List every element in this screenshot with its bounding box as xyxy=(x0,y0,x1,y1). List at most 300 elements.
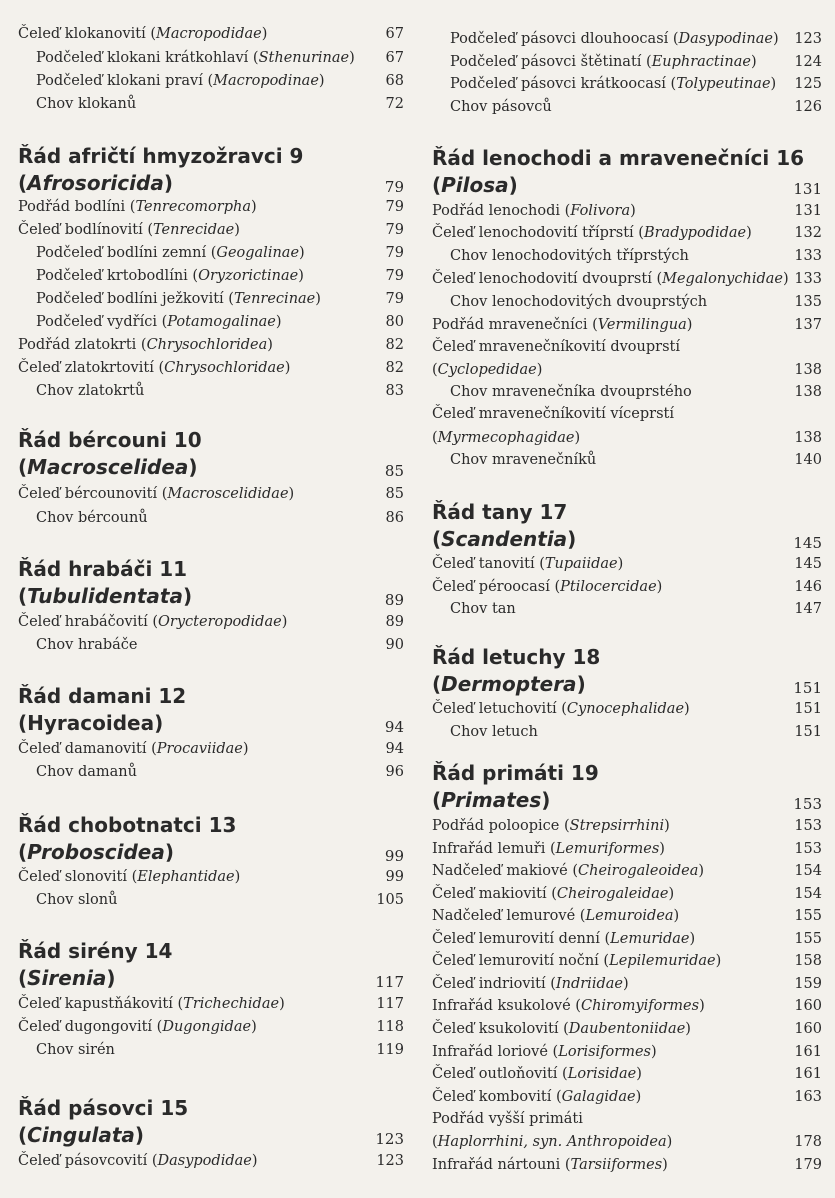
entry-latin-name: Tenrecinae xyxy=(233,291,316,307)
entry-label: Chov letuch xyxy=(450,724,538,740)
toc-entry xyxy=(18,1150,404,1173)
page-number: 138 xyxy=(794,384,822,400)
entry-latin-name: Macropodinae xyxy=(213,73,319,89)
paren-close: ) xyxy=(164,840,174,864)
page-number: 154 xyxy=(794,863,822,879)
entry-suffix: ) xyxy=(651,1044,657,1060)
toc-subentry xyxy=(18,47,404,70)
entry-label: Čeleď péroocasí ( xyxy=(432,579,561,595)
entry-suffix: ) xyxy=(659,841,665,857)
entry-latin-name: Geogalinae xyxy=(216,245,300,261)
entry-label: Chov slonů xyxy=(36,892,118,908)
toc-subentry xyxy=(18,507,404,530)
entry-suffix: ) xyxy=(699,998,705,1014)
page-number: 138 xyxy=(794,362,822,378)
toc-subentry xyxy=(432,381,822,404)
entry-suffix: ) xyxy=(715,953,722,969)
toc-entry xyxy=(432,553,822,576)
entry-latin-name: Daubentoniidae xyxy=(568,1021,686,1037)
entry-suffix: ) xyxy=(635,1089,642,1105)
entry-latin-name: Cyclopedidae xyxy=(437,362,537,378)
entry-label: Podčeleď bodlíni zemní ( xyxy=(36,245,217,261)
entry-latin-name: Chrysochloridea xyxy=(146,337,268,353)
entry-latin-name: Dasypodidae xyxy=(157,1153,252,1169)
order-title: Řád sirény 14 xyxy=(18,939,173,963)
entry-label: Čeleď makiovití ( xyxy=(432,886,557,902)
toc-entry xyxy=(18,357,404,380)
toc-subentry xyxy=(432,598,822,621)
entry-suffix: ) xyxy=(772,31,779,47)
page-number: 72 xyxy=(385,96,404,112)
page-number: 89 xyxy=(385,614,404,630)
entry-label: Podčeleď klokani krátkohlaví ( xyxy=(36,50,259,66)
entry-latin-name: Galagidae xyxy=(561,1089,636,1105)
entry-suffix: ) xyxy=(242,741,249,757)
page-number: 155 xyxy=(794,908,822,924)
order-title: Řád letuchy 18 xyxy=(432,645,601,669)
toc-subentry xyxy=(18,242,404,265)
entry-label: Infrařád ksukolové ( xyxy=(432,998,581,1014)
toc-subentry xyxy=(432,28,822,51)
page-number: 82 xyxy=(385,337,404,353)
entry-latin-name: Chiromyiformes xyxy=(580,998,700,1014)
entry-suffix: ) xyxy=(673,908,680,924)
page-number: 160 xyxy=(794,1021,822,1037)
paren-open: ( xyxy=(18,711,28,735)
order-latin-name: Sirenia xyxy=(27,966,107,990)
entry-latin-name: Trichechidae xyxy=(183,996,280,1012)
toc-subentry xyxy=(18,70,404,93)
entry-latin-name: Macropodidae xyxy=(156,26,262,42)
paren-close: ) xyxy=(541,788,551,812)
page-number: 79 xyxy=(385,291,404,307)
entry-label: Podčeleď pásovci krátkoocasí ( xyxy=(450,76,677,92)
page-number: 133 xyxy=(794,271,822,287)
page-number: 178 xyxy=(794,1134,822,1150)
entry-latin-name: Lepilemuridae xyxy=(609,953,716,969)
paren-close: ) xyxy=(188,455,198,479)
toc-entry xyxy=(432,950,822,973)
entry-suffix: ) xyxy=(318,73,325,89)
entry-suffix: ) xyxy=(349,50,355,66)
toc-entry xyxy=(432,883,822,906)
entry-latin-name: Lemuriformes xyxy=(555,841,660,857)
order-latin-line xyxy=(18,710,404,737)
page-number: 85 xyxy=(385,486,404,502)
page-number: 124 xyxy=(794,54,822,70)
toc-entry xyxy=(432,1154,822,1177)
paren-open: ( xyxy=(18,455,28,479)
page-number: 132 xyxy=(794,225,822,241)
entry-suffix: ) xyxy=(574,430,581,446)
entry-label: Chov hrabáče xyxy=(36,637,138,653)
paren-close: ) xyxy=(576,672,586,696)
toc-entry xyxy=(432,973,822,996)
entry-suffix: ) xyxy=(689,931,696,947)
page-number: 179 xyxy=(794,1157,822,1173)
toc-subentry xyxy=(18,93,404,116)
entry-label: ( xyxy=(432,1134,438,1150)
entry-label: Čeleď bércounovití ( xyxy=(18,486,168,502)
page-number: 117 xyxy=(376,996,404,1012)
page-number: 83 xyxy=(385,383,404,399)
entry-suffix: ) xyxy=(250,199,257,215)
entry-label: Čeleď pásovcovití ( xyxy=(18,1153,158,1169)
entry-suffix: ) xyxy=(656,579,663,595)
page-number: 155 xyxy=(794,931,822,947)
entry-suffix: ) xyxy=(630,203,636,219)
page-number: 125 xyxy=(794,76,822,92)
entry-label: Čeleď hrabáčovití ( xyxy=(18,614,159,630)
order-latin-line xyxy=(18,583,404,610)
order-heading xyxy=(18,143,404,197)
page-number: 161 xyxy=(794,1044,822,1060)
toc-entry xyxy=(18,23,404,46)
entry-label: Podřád poloopice ( xyxy=(432,818,570,834)
toc-entry xyxy=(432,200,822,223)
page-number: 126 xyxy=(794,99,822,115)
toc-subentry xyxy=(432,245,822,268)
entry-label: Čeleď mravenečníkovití dvouprstí xyxy=(432,339,680,355)
order-title: Řád chobotnatci 13 xyxy=(18,813,237,837)
entry-label: Čeleď slonovití ( xyxy=(18,869,138,885)
entry-label: Čeleď dugongovití ( xyxy=(18,1019,163,1035)
entry-label: Infrařád lemuři ( xyxy=(432,841,556,857)
entry-suffix: ) xyxy=(636,1066,642,1082)
paren-open: ( xyxy=(18,1123,28,1147)
entry-latin-name: Bradypodidae xyxy=(643,225,747,241)
order-latin-line xyxy=(432,671,822,698)
toc-subentry xyxy=(432,721,822,744)
entry-latin-name: Orycteropodidae xyxy=(158,614,282,630)
entry-latin-name: Haplorrhini, syn. Anthropoidea xyxy=(437,1134,667,1150)
entry-latin-name: Lorisidae xyxy=(567,1066,637,1082)
entry-label: Chov lenochodovitých tříprstých xyxy=(450,248,689,264)
toc-subentry xyxy=(432,51,822,74)
entry-latin-name: Cheirogaleoidea xyxy=(578,863,699,879)
page-number: 154 xyxy=(794,886,822,902)
page-number: 85 xyxy=(384,462,404,480)
entry-label: Chov damanů xyxy=(36,764,137,780)
entry-latin-name: Oryzorictinae xyxy=(198,268,299,284)
entry-label: Podřád mravenečníci ( xyxy=(432,317,598,333)
toc-entry xyxy=(432,359,822,382)
page-number: 67 xyxy=(385,26,404,42)
page-number: 94 xyxy=(384,718,404,736)
page-number: 131 xyxy=(794,203,822,219)
toc-subentry xyxy=(18,634,404,657)
paren-open: ( xyxy=(18,584,28,608)
page-number: 140 xyxy=(794,452,822,468)
toc-subentry xyxy=(18,380,404,403)
paren-open: ( xyxy=(18,966,28,990)
entry-latin-name: Tenrecidae xyxy=(152,222,235,238)
entry-latin-name: Ptilocercidae xyxy=(560,579,657,595)
order-heading xyxy=(18,938,404,992)
entry-label: Čeleď kapustňákovití ( xyxy=(18,996,184,1012)
toc-subentry xyxy=(18,265,404,288)
entry-label: Chov mravenečníků xyxy=(450,452,597,468)
entry-latin-name: Megalonychidae xyxy=(662,271,783,287)
entry-latin-name: Lorisiformes xyxy=(558,1044,651,1060)
order-latin-line xyxy=(432,787,822,814)
order-title: Řád hrabáči 11 xyxy=(18,557,188,581)
toc-entry xyxy=(432,314,822,337)
entry-latin-name: Procaviidae xyxy=(156,741,243,757)
entry-latin-name: Cheirogaleidae xyxy=(556,886,669,902)
toc-subentry xyxy=(18,761,404,784)
entry-latin-name: Potamogalinae xyxy=(167,314,276,330)
toc-entry xyxy=(18,334,404,357)
toc-entry xyxy=(432,1063,822,1086)
entry-latin-name: Dasypodinae xyxy=(678,31,773,47)
page-number: 163 xyxy=(794,1089,822,1105)
entry-suffix: ) xyxy=(234,869,241,885)
page-number: 79 xyxy=(385,199,404,215)
paren-close: ) xyxy=(134,1123,145,1147)
entry-label: Čeleď zlatokrtovití ( xyxy=(18,360,165,376)
entry-suffix: ) xyxy=(770,76,777,92)
order-title: Řád damani 12 xyxy=(18,684,187,708)
page-number: 79 xyxy=(385,245,404,261)
page-number: 151 xyxy=(794,724,822,740)
entry-latin-name: Dugongidae xyxy=(162,1019,252,1035)
toc-entry xyxy=(432,860,822,883)
toc-entry xyxy=(432,905,822,928)
page-number: 145 xyxy=(793,534,822,552)
entry-suffix: ) xyxy=(251,1019,257,1035)
toc-entry xyxy=(432,403,822,426)
entry-latin-name: Tupaiidae xyxy=(544,556,618,572)
entry-suffix: ) xyxy=(666,1134,673,1150)
page-number: 153 xyxy=(793,795,822,813)
page-number: 137 xyxy=(794,317,822,333)
order-title: Řád afričtí hmyzožravci 9 xyxy=(18,144,304,168)
entry-label: Čeleď damanovití ( xyxy=(18,741,157,757)
page-number: 99 xyxy=(384,847,404,865)
toc-entry xyxy=(432,698,822,721)
order-heading xyxy=(18,683,404,737)
page-number: 79 xyxy=(384,178,404,196)
order-latin-name: Tubulidentata xyxy=(27,584,183,608)
entry-label: Podčeleď pásovci dlouhoocasí ( xyxy=(450,31,679,47)
order-title: Řád lenochodi a mravenečníci 16 xyxy=(432,146,805,170)
entry-suffix: ) xyxy=(782,271,789,287)
toc-entry xyxy=(432,1108,822,1131)
toc-subentry xyxy=(432,73,822,96)
page-number: 79 xyxy=(385,268,404,284)
order-latin-name: Cingulata xyxy=(27,1123,135,1147)
order-title: Řád primáti 19 xyxy=(432,761,599,785)
entry-label: Chov sirén xyxy=(36,1042,115,1058)
entry-label: Chov bércounů xyxy=(36,510,148,526)
toc-entry xyxy=(18,219,404,242)
order-heading xyxy=(18,812,404,866)
entry-label: Čeleď lenochodovití dvouprstí ( xyxy=(432,271,663,287)
page-number: 158 xyxy=(794,953,822,969)
page-number: 82 xyxy=(385,360,404,376)
toc-entry xyxy=(432,928,822,951)
entry-label: Podčeleď klokani praví ( xyxy=(36,73,214,89)
order-latin-name: Hyracoidea xyxy=(27,711,155,735)
paren-open: ( xyxy=(18,840,28,864)
entry-label: Čeleď bodlínovití ( xyxy=(18,222,153,238)
page-number: 135 xyxy=(794,294,822,310)
page-number: 94 xyxy=(385,741,404,757)
entry-label: Podčeleď vydříci ( xyxy=(36,314,168,330)
toc-entry xyxy=(18,611,404,634)
page-number: 151 xyxy=(794,701,822,717)
paren-close: ) xyxy=(508,173,518,197)
page-number: 153 xyxy=(794,818,822,834)
entry-latin-name: Lemuridae xyxy=(610,931,690,947)
entry-label: Chov lenochodovitých dvouprstých xyxy=(450,294,708,310)
page-number: 123 xyxy=(376,1153,404,1169)
entry-label: Podčeleď pásovci štětinatí ( xyxy=(450,54,652,70)
entry-suffix: ) xyxy=(251,1153,258,1169)
order-latin-line xyxy=(18,839,404,866)
entry-suffix: ) xyxy=(686,317,693,333)
paren-open: ( xyxy=(432,527,442,551)
entry-latin-name: Tolypeutinae xyxy=(676,76,771,92)
entry-suffix: ) xyxy=(685,1021,691,1037)
entry-label: Podčeleď krtobodlíni ( xyxy=(36,268,199,284)
toc-entry xyxy=(432,222,822,245)
entry-suffix: ) xyxy=(750,54,757,70)
entry-label: Podřád zlatokrti ( xyxy=(18,337,147,353)
page-number: 161 xyxy=(794,1066,822,1082)
order-heading xyxy=(432,760,822,814)
entry-latin-name: Indriidae xyxy=(555,976,623,992)
page-number: 138 xyxy=(794,430,822,446)
toc-entry xyxy=(18,993,404,1016)
entry-suffix: ) xyxy=(261,26,268,42)
order-latin-line xyxy=(18,1122,404,1149)
entry-label: Podřád lenochodi ( xyxy=(432,203,571,219)
entry-latin-name: Lemuroidea xyxy=(585,908,674,924)
order-heading xyxy=(432,499,822,553)
entry-label: Chov mravenečníka dvouprstého xyxy=(450,384,692,400)
entry-label: Čeleď lenochodovití tříprstí ( xyxy=(432,225,644,241)
entry-suffix: ) xyxy=(284,360,291,376)
page-number: 117 xyxy=(375,973,404,991)
entry-label: Podřád bodlíni ( xyxy=(18,199,136,215)
toc-entry xyxy=(432,1041,822,1064)
entry-suffix: ) xyxy=(617,556,624,572)
entry-latin-name: Euphractinae xyxy=(651,54,751,70)
order-heading xyxy=(432,145,822,199)
toc-entry xyxy=(432,336,822,359)
page-number: 96 xyxy=(385,764,404,780)
page-number: 105 xyxy=(376,892,404,908)
page-number: 90 xyxy=(385,637,404,653)
paren-close: ) xyxy=(567,527,577,551)
order-heading xyxy=(18,556,404,610)
entry-label: ( xyxy=(432,362,438,378)
entry-suffix: ) xyxy=(698,863,705,879)
toc-subentry xyxy=(432,291,822,314)
entry-suffix: ) xyxy=(281,614,288,630)
entry-suffix: ) xyxy=(662,1157,668,1173)
entry-label: Nadčeleď lemurové ( xyxy=(432,908,586,924)
toc-entry xyxy=(432,815,822,838)
entry-latin-name: Strepsirrhini xyxy=(569,818,665,834)
entry-suffix: ) xyxy=(298,268,304,284)
page-number: 123 xyxy=(375,1130,404,1148)
page-number: 131 xyxy=(793,180,822,198)
page-number: 118 xyxy=(376,1019,404,1035)
toc-entry xyxy=(18,483,404,506)
order-heading xyxy=(18,427,404,481)
entry-suffix: ) xyxy=(664,818,670,834)
page-number: 89 xyxy=(384,591,404,609)
entry-suffix: ) xyxy=(668,886,675,902)
entry-label: Čeleď lemurovití noční ( xyxy=(432,953,610,969)
paren-open: ( xyxy=(432,788,442,812)
entry-label: Infrařád loriové ( xyxy=(432,1044,559,1060)
order-title: Řád bércouni 10 xyxy=(18,428,202,452)
paren-open: ( xyxy=(432,173,442,197)
order-latin-line xyxy=(432,526,822,553)
order-latin-name: Macroscelidea xyxy=(27,455,189,479)
page-number: 67 xyxy=(385,50,404,66)
toc-entry xyxy=(432,995,822,1018)
toc-subentry xyxy=(432,449,822,472)
order-heading xyxy=(432,644,822,698)
entry-label: Chov pásovců xyxy=(450,99,552,115)
entry-latin-name: Elephantidae xyxy=(137,869,235,885)
toc-subentry xyxy=(432,96,822,119)
entry-label: Podřád vyšší primáti xyxy=(432,1111,583,1127)
entry-label: Čeleď letuchovití ( xyxy=(432,701,567,717)
entry-suffix: ) xyxy=(275,314,282,330)
order-latin-line xyxy=(432,172,822,199)
entry-suffix: ) xyxy=(288,486,295,502)
paren-close: ) xyxy=(154,711,164,735)
entry-label: ( xyxy=(432,430,438,446)
entry-latin-name: Sthenurinae xyxy=(258,50,350,66)
entry-label: Chov tan xyxy=(450,601,516,617)
toc-entry xyxy=(18,1016,404,1039)
entry-label: Čeleď ksukolovití ( xyxy=(432,1021,569,1037)
entry-suffix: ) xyxy=(536,362,543,378)
order-latin-name: Pilosa xyxy=(441,173,509,197)
entry-suffix: ) xyxy=(267,337,273,353)
order-latin-name: Dermoptera xyxy=(441,672,577,696)
entry-suffix: ) xyxy=(315,291,321,307)
entry-latin-name: Vermilingua xyxy=(597,317,687,333)
entry-label: Čeleď indriovití ( xyxy=(432,976,556,992)
toc-subentry xyxy=(18,288,404,311)
order-title: Řád tany 17 xyxy=(432,500,568,524)
toc-entry xyxy=(18,196,404,219)
order-latin-line xyxy=(18,454,404,481)
toc-entry xyxy=(18,738,404,761)
entry-label: Podčeleď bodlíni ježkovití ( xyxy=(36,291,234,307)
page-number: 79 xyxy=(385,222,404,238)
entry-label: Čeleď klokanovití ( xyxy=(18,26,156,42)
order-heading xyxy=(18,1095,404,1149)
order-latin-name: Primates xyxy=(441,788,542,812)
order-latin-line xyxy=(18,170,404,197)
entry-suffix: ) xyxy=(279,996,285,1012)
toc-entry xyxy=(432,838,822,861)
entry-suffix: ) xyxy=(622,976,629,992)
page-number: 86 xyxy=(385,510,404,526)
entry-latin-name: Chrysochloridae xyxy=(164,360,285,376)
toc-subentry xyxy=(18,311,404,334)
page-number: 151 xyxy=(793,679,822,697)
